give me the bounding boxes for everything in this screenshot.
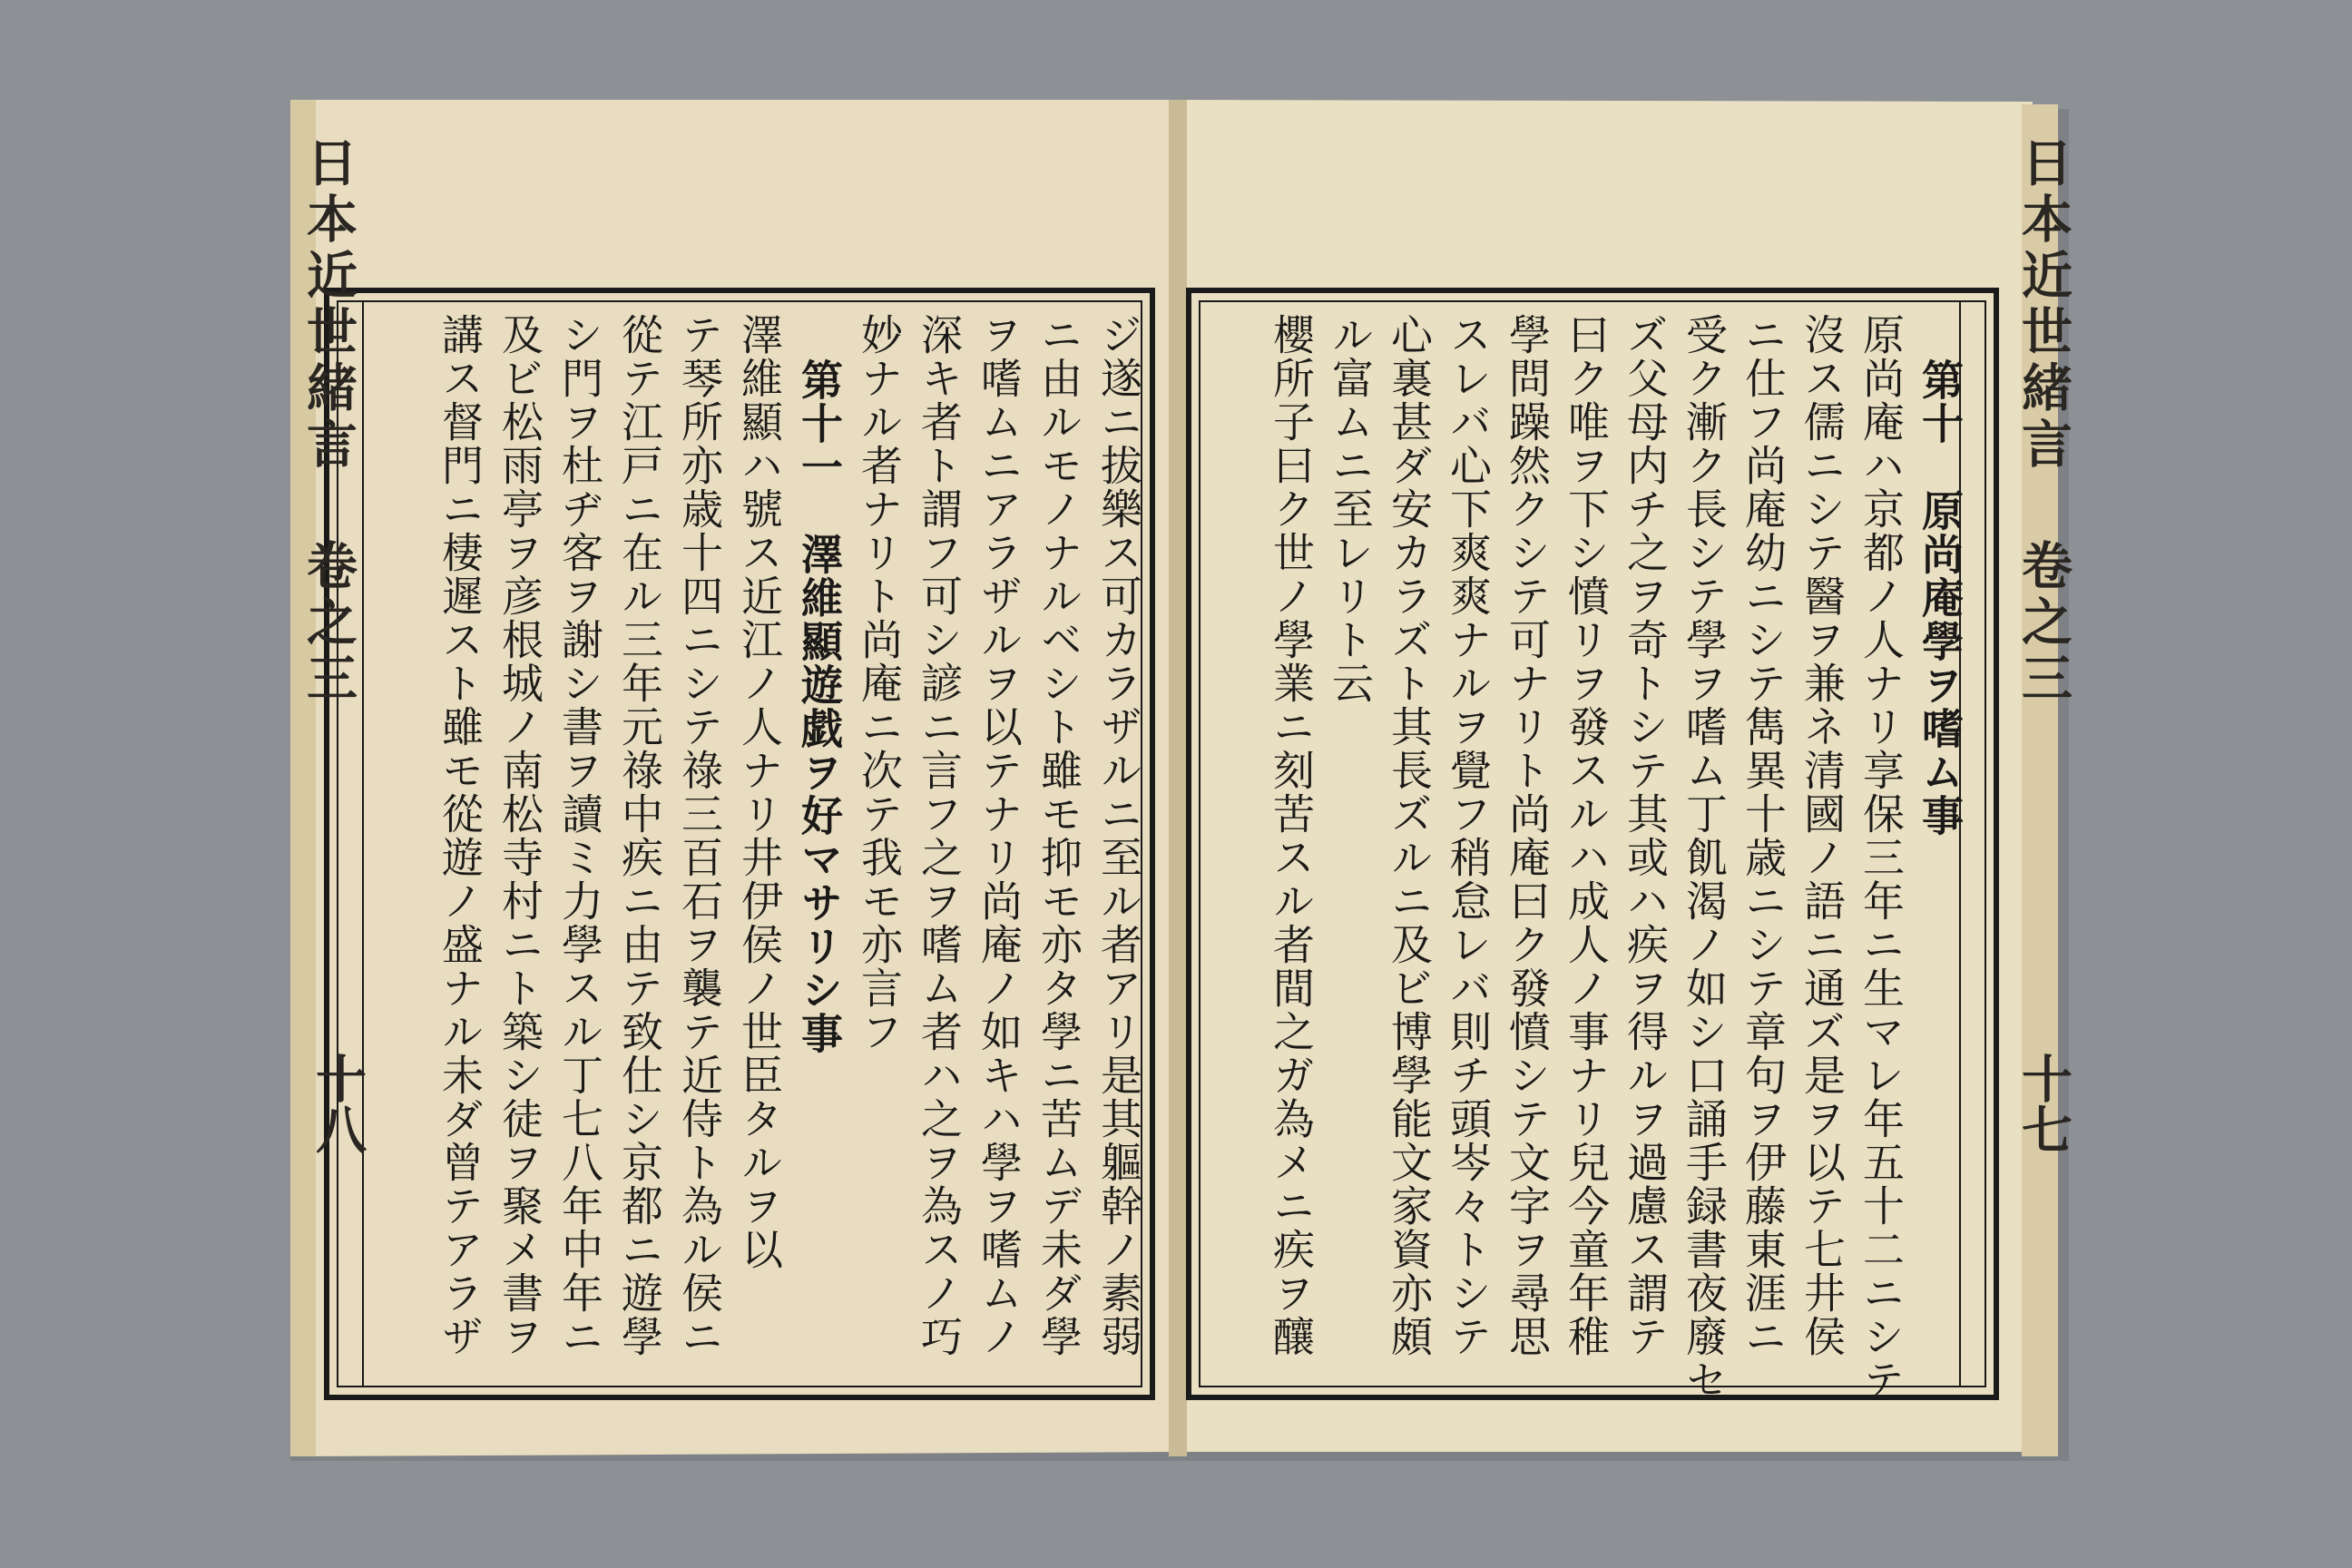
left-text-column: ニ由ルモノナルベシト雖モ抑モ亦タ學ニ苦ムデ未ダ學 <box>1034 313 1083 1358</box>
right-text-column: 櫻所子曰ク世ノ學業ニ刻苦スル者間之ガ為メニ疾ヲ釀 <box>1267 313 1316 1358</box>
left-text-column: 從テ江戸ニ在ル三年元祿中疾ニ由テ致仕シ京都ニ遊學 <box>615 313 664 1358</box>
right-text-column: スレバ心下爽爽ナルヲ覺フ稍怠レバ則チ頭岑々トシテ <box>1444 313 1493 1358</box>
left-text-column: 及ビ松雨亭ヲ彦根城ノ南松寺村ニト築シ徒ヲ聚メ書ヲ <box>495 313 544 1358</box>
right-text-column: ズ父母内チ之ヲ奇トシテ其或ハ疾ヲ得ルヲ過慮ス謂テ <box>1621 313 1670 1358</box>
left-text-column: ヲ嗜ムニアラザルヲ以テナリ尚庵ノ如キハ學ヲ嗜ムノ <box>975 313 1024 1358</box>
left-text-column: 深キ者ト謂フ可シ諺ニ言フ之ヲ嗜ム者ハ之ヲ為スノ巧 <box>915 313 964 1358</box>
gutter <box>1169 100 1187 1456</box>
right-text-column: 沒ス儒ニシテ醫ヲ兼ネ清國ノ語ニ通ズ是ヲ以テ七井侯 <box>1798 313 1847 1358</box>
right-text-column: ニ仕フ尚庵幼ニシテ雋異十歳ニシテ章句ヲ伊藤東涯ニ <box>1739 313 1788 1358</box>
right-text-column: 學問躁然クシテ可ナリト尚庵曰ク發憤シテ文字ヲ尋思 <box>1503 313 1552 1358</box>
left-page-number: 十八 <box>308 1053 368 1154</box>
right-margin-title: 日本近世緒言 卷之三 <box>2014 136 2073 708</box>
left-text-column: 妙ナル者ナリト尚庵ニ次テ我モ亦言フ <box>855 313 904 1054</box>
right-page-number: 十七 <box>2014 1053 2073 1154</box>
right-text-column: 心裏甚ダ安カラズト其長ズルニ及ビ博學能文家資亦頗 <box>1385 313 1434 1358</box>
left-text-column: シ門ヲ杜ヂ客ヲ謝シ書ヲ讀ミ力學スル丁七八年中年ニ <box>555 313 604 1358</box>
left-text-column: 第十一 澤維顯遊戯ヲ好マサリシ事 <box>795 358 844 1055</box>
left-text-column: テ琴所亦歳十四ニシテ祿三百石ヲ襲テ近侍ト為ル侯ニ <box>675 313 724 1358</box>
left-margin-title: 日本近世緒言 卷之三 <box>299 136 358 708</box>
left-text-column: ジ遂ニ拔樂ス可カラザルニ至ル者アリ是其軀幹ノ素弱 <box>1094 313 1143 1358</box>
right-text-column: ル富ムニ至レリト云 <box>1326 313 1375 705</box>
left-text-column: 講ス督門ニ棲遲スト雖モ從遊ノ盛ナル未ダ曾テアラザ <box>436 313 485 1358</box>
right-text-column: 第十 原尚庵學ヲ嗜ム事 <box>1916 358 1965 838</box>
right-text-column: 原尚庵ハ京都ノ人ナリ享保三年ニ生マレ年五十二ニシテ <box>1857 313 1906 1402</box>
right-text-column: 受ク漸ク長シテ學ヲ嗜ム丁飢渴ノ如シ口誦手録書夜廢セ <box>1680 313 1729 1402</box>
right-text-column: 曰ク唯ヲ下シ憤リヲ發スルハ成人ノ事ナリ兒今童年稚 <box>1562 313 1611 1358</box>
left-text-column: 澤維顯ハ號ス近江ノ人ナリ井伊侯ノ世臣タルヲ以 <box>735 313 784 1271</box>
